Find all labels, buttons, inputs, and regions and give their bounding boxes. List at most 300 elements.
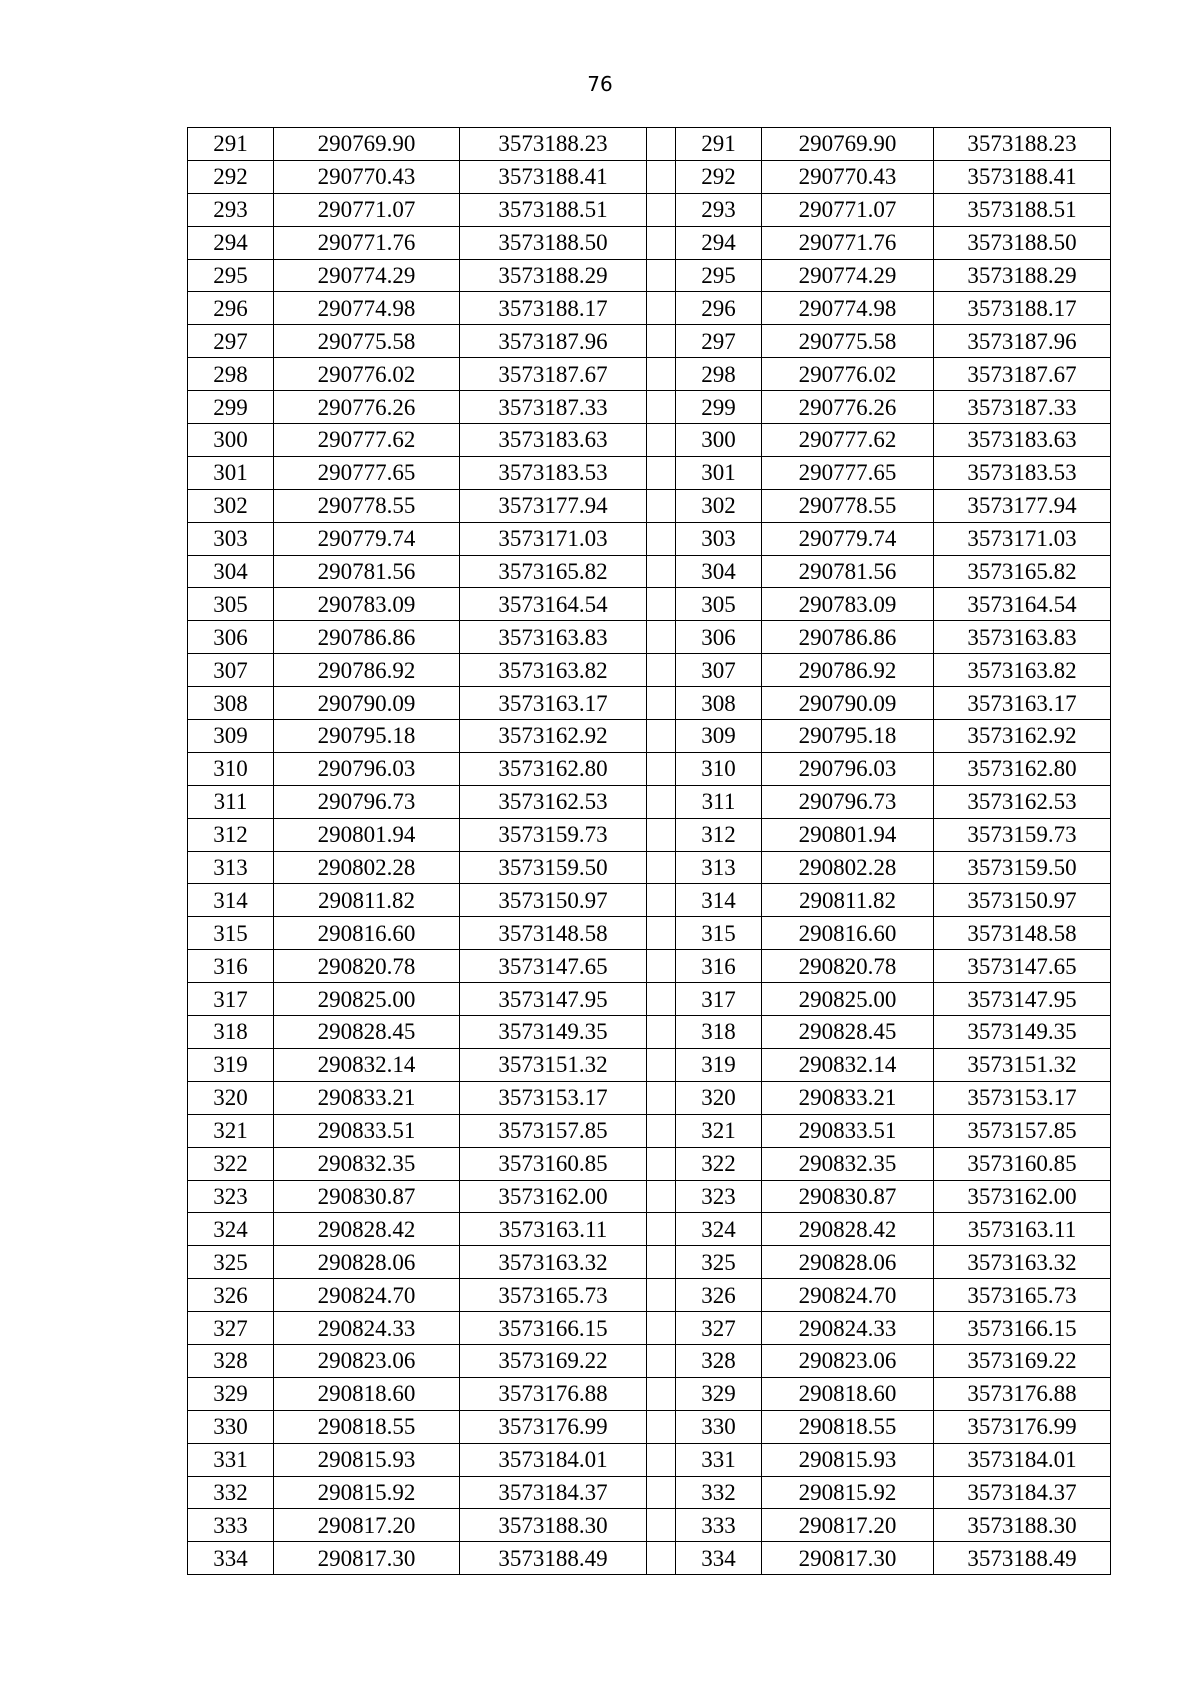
y-coordinate-left: 3573162.92 bbox=[460, 720, 647, 753]
x-coordinate-right: 290816.60 bbox=[762, 917, 934, 950]
x-coordinate-left: 290778.55 bbox=[274, 489, 460, 522]
point-number-left: 291 bbox=[188, 128, 274, 161]
y-coordinate-left: 3573188.41 bbox=[460, 160, 647, 193]
table-row bbox=[188, 1180, 1111, 1213]
y-coordinate-right: 3573165.73 bbox=[934, 1279, 1111, 1312]
point-number-right: 299 bbox=[676, 391, 762, 424]
y-coordinate-left: 3573177.94 bbox=[460, 489, 647, 522]
point-number-left: 321 bbox=[188, 1114, 274, 1147]
spacer-cell bbox=[647, 950, 676, 983]
point-number-right: 310 bbox=[676, 752, 762, 785]
point-number-left: 316 bbox=[188, 950, 274, 983]
point-number-left: 319 bbox=[188, 1048, 274, 1081]
y-coordinate-right: 3573188.49 bbox=[934, 1542, 1111, 1575]
point-number-left: 314 bbox=[188, 884, 274, 917]
x-coordinate-right: 290777.65 bbox=[762, 456, 934, 489]
x-coordinate-left: 290815.92 bbox=[274, 1476, 460, 1509]
point-number-left: 324 bbox=[188, 1213, 274, 1246]
y-coordinate-right: 3573150.97 bbox=[934, 884, 1111, 917]
x-coordinate-left: 290833.51 bbox=[274, 1114, 460, 1147]
table-row bbox=[188, 1509, 1111, 1542]
y-coordinate-right: 3573164.54 bbox=[934, 588, 1111, 621]
table-row bbox=[188, 720, 1111, 753]
x-coordinate-left: 290771.76 bbox=[274, 226, 460, 259]
point-number-left: 317 bbox=[188, 983, 274, 1016]
spacer-cell bbox=[647, 424, 676, 457]
y-coordinate-right: 3573165.82 bbox=[934, 555, 1111, 588]
point-number-left: 328 bbox=[188, 1344, 274, 1377]
x-coordinate-left: 290824.70 bbox=[274, 1279, 460, 1312]
x-coordinate-left: 290786.92 bbox=[274, 654, 460, 687]
table-row bbox=[188, 226, 1111, 259]
x-coordinate-right: 290771.07 bbox=[762, 193, 934, 226]
table-row bbox=[188, 752, 1111, 785]
spacer-cell bbox=[647, 160, 676, 193]
spacer-cell bbox=[647, 752, 676, 785]
point-number-right: 304 bbox=[676, 555, 762, 588]
y-coordinate-left: 3573148.58 bbox=[460, 917, 647, 950]
table-row bbox=[188, 193, 1111, 226]
spacer-cell bbox=[647, 259, 676, 292]
x-coordinate-right: 290769.90 bbox=[762, 128, 934, 161]
y-coordinate-right: 3573159.50 bbox=[934, 851, 1111, 884]
x-coordinate-left: 290802.28 bbox=[274, 851, 460, 884]
page-number: 76 bbox=[587, 72, 613, 96]
spacer-cell bbox=[647, 456, 676, 489]
y-coordinate-left: 3573160.85 bbox=[460, 1147, 647, 1180]
spacer-cell bbox=[647, 1213, 676, 1246]
x-coordinate-left: 290801.94 bbox=[274, 818, 460, 851]
x-coordinate-left: 290779.74 bbox=[274, 522, 460, 555]
x-coordinate-right: 290833.21 bbox=[762, 1081, 934, 1114]
coordinates-table-body bbox=[188, 128, 1111, 1575]
spacer-cell bbox=[647, 917, 676, 950]
x-coordinate-right: 290796.03 bbox=[762, 752, 934, 785]
y-coordinate-right: 3573188.29 bbox=[934, 259, 1111, 292]
y-coordinate-right: 3573187.96 bbox=[934, 325, 1111, 358]
point-number-right: 297 bbox=[676, 325, 762, 358]
y-coordinate-right: 3573162.92 bbox=[934, 720, 1111, 753]
point-number-left: 301 bbox=[188, 456, 274, 489]
x-coordinate-right: 290828.45 bbox=[762, 1016, 934, 1049]
point-number-right: 331 bbox=[676, 1443, 762, 1476]
point-number-left: 308 bbox=[188, 687, 274, 720]
y-coordinate-left: 3573184.01 bbox=[460, 1443, 647, 1476]
point-number-right: 300 bbox=[676, 424, 762, 457]
spacer-cell bbox=[647, 818, 676, 851]
point-number-right: 318 bbox=[676, 1016, 762, 1049]
y-coordinate-left: 3573188.23 bbox=[460, 128, 647, 161]
point-number-right: 303 bbox=[676, 522, 762, 555]
y-coordinate-right: 3573176.99 bbox=[934, 1410, 1111, 1443]
y-coordinate-right: 3573163.32 bbox=[934, 1246, 1111, 1279]
y-coordinate-left: 3573150.97 bbox=[460, 884, 647, 917]
point-number-right: 332 bbox=[676, 1476, 762, 1509]
x-coordinate-right: 290770.43 bbox=[762, 160, 934, 193]
table-row bbox=[188, 1476, 1111, 1509]
point-number-right: 328 bbox=[676, 1344, 762, 1377]
y-coordinate-left: 3573147.95 bbox=[460, 983, 647, 1016]
spacer-cell bbox=[647, 1114, 676, 1147]
point-number-left: 329 bbox=[188, 1377, 274, 1410]
point-number-left: 312 bbox=[188, 818, 274, 851]
point-number-right: 334 bbox=[676, 1542, 762, 1575]
point-number-left: 305 bbox=[188, 588, 274, 621]
spacer-cell bbox=[647, 851, 676, 884]
y-coordinate-right: 3573163.82 bbox=[934, 654, 1111, 687]
x-coordinate-right: 290832.14 bbox=[762, 1048, 934, 1081]
table-row bbox=[188, 884, 1111, 917]
y-coordinate-left: 3573159.50 bbox=[460, 851, 647, 884]
spacer-cell bbox=[647, 555, 676, 588]
y-coordinate-right: 3573163.83 bbox=[934, 621, 1111, 654]
table-row bbox=[188, 489, 1111, 522]
x-coordinate-left: 290774.98 bbox=[274, 292, 460, 325]
x-coordinate-right: 290781.56 bbox=[762, 555, 934, 588]
x-coordinate-left: 290776.26 bbox=[274, 391, 460, 424]
point-number-left: 322 bbox=[188, 1147, 274, 1180]
y-coordinate-right: 3573176.88 bbox=[934, 1377, 1111, 1410]
spacer-cell bbox=[647, 1344, 676, 1377]
y-coordinate-right: 3573188.41 bbox=[934, 160, 1111, 193]
point-number-right: 312 bbox=[676, 818, 762, 851]
point-number-right: 311 bbox=[676, 785, 762, 818]
point-number-left: 306 bbox=[188, 621, 274, 654]
y-coordinate-right: 3573162.80 bbox=[934, 752, 1111, 785]
y-coordinate-left: 3573183.63 bbox=[460, 424, 647, 457]
table-row bbox=[188, 1246, 1111, 1279]
x-coordinate-right: 290820.78 bbox=[762, 950, 934, 983]
table-row bbox=[188, 325, 1111, 358]
x-coordinate-left: 290828.45 bbox=[274, 1016, 460, 1049]
x-coordinate-left: 290820.78 bbox=[274, 950, 460, 983]
spacer-cell bbox=[647, 1509, 676, 1542]
table-row bbox=[188, 687, 1111, 720]
y-coordinate-left: 3573157.85 bbox=[460, 1114, 647, 1147]
point-number-right: 326 bbox=[676, 1279, 762, 1312]
x-coordinate-left: 290818.55 bbox=[274, 1410, 460, 1443]
x-coordinate-right: 290771.76 bbox=[762, 226, 934, 259]
point-number-left: 297 bbox=[188, 325, 274, 358]
y-coordinate-left: 3573169.22 bbox=[460, 1344, 647, 1377]
y-coordinate-right: 3573162.53 bbox=[934, 785, 1111, 818]
table-row bbox=[188, 1279, 1111, 1312]
y-coordinate-left: 3573159.73 bbox=[460, 818, 647, 851]
y-coordinate-left: 3573162.00 bbox=[460, 1180, 647, 1213]
table-row bbox=[188, 1213, 1111, 1246]
spacer-cell bbox=[647, 884, 676, 917]
spacer-cell bbox=[647, 1279, 676, 1312]
x-coordinate-right: 290777.62 bbox=[762, 424, 934, 457]
x-coordinate-left: 290815.93 bbox=[274, 1443, 460, 1476]
spacer-cell bbox=[647, 1048, 676, 1081]
y-coordinate-right: 3573188.51 bbox=[934, 193, 1111, 226]
spacer-cell bbox=[647, 1443, 676, 1476]
x-coordinate-right: 290776.26 bbox=[762, 391, 934, 424]
y-coordinate-right: 3573188.23 bbox=[934, 128, 1111, 161]
x-coordinate-left: 290818.60 bbox=[274, 1377, 460, 1410]
x-coordinate-left: 290786.86 bbox=[274, 621, 460, 654]
table-row bbox=[188, 1410, 1111, 1443]
point-number-right: 313 bbox=[676, 851, 762, 884]
y-coordinate-left: 3573188.29 bbox=[460, 259, 647, 292]
spacer-cell bbox=[647, 292, 676, 325]
y-coordinate-left: 3573184.37 bbox=[460, 1476, 647, 1509]
y-coordinate-left: 3573162.80 bbox=[460, 752, 647, 785]
table-row bbox=[188, 128, 1111, 161]
point-number-left: 334 bbox=[188, 1542, 274, 1575]
x-coordinate-right: 290786.92 bbox=[762, 654, 934, 687]
y-coordinate-left: 3573188.30 bbox=[460, 1509, 647, 1542]
spacer-cell bbox=[647, 654, 676, 687]
x-coordinate-left: 290777.65 bbox=[274, 456, 460, 489]
table-row bbox=[188, 259, 1111, 292]
point-number-right: 291 bbox=[676, 128, 762, 161]
table-row bbox=[188, 1081, 1111, 1114]
x-coordinate-right: 290802.28 bbox=[762, 851, 934, 884]
x-coordinate-right: 290833.51 bbox=[762, 1114, 934, 1147]
spacer-cell bbox=[647, 1312, 676, 1345]
point-number-left: 300 bbox=[188, 424, 274, 457]
x-coordinate-right: 290774.98 bbox=[762, 292, 934, 325]
y-coordinate-left: 3573188.51 bbox=[460, 193, 647, 226]
y-coordinate-left: 3573187.96 bbox=[460, 325, 647, 358]
x-coordinate-right: 290818.60 bbox=[762, 1377, 934, 1410]
x-coordinate-right: 290775.58 bbox=[762, 325, 934, 358]
x-coordinate-left: 290817.30 bbox=[274, 1542, 460, 1575]
table-row bbox=[188, 1344, 1111, 1377]
spacer-cell bbox=[647, 588, 676, 621]
y-coordinate-right: 3573153.17 bbox=[934, 1081, 1111, 1114]
y-coordinate-left: 3573166.15 bbox=[460, 1312, 647, 1345]
table-row bbox=[188, 1048, 1111, 1081]
point-number-left: 331 bbox=[188, 1443, 274, 1476]
x-coordinate-right: 290774.29 bbox=[762, 259, 934, 292]
x-coordinate-right: 290801.94 bbox=[762, 818, 934, 851]
x-coordinate-right: 290783.09 bbox=[762, 588, 934, 621]
point-number-left: 315 bbox=[188, 917, 274, 950]
y-coordinate-right: 3573160.85 bbox=[934, 1147, 1111, 1180]
x-coordinate-right: 290824.33 bbox=[762, 1312, 934, 1345]
point-number-left: 293 bbox=[188, 193, 274, 226]
y-coordinate-left: 3573163.82 bbox=[460, 654, 647, 687]
point-number-right: 316 bbox=[676, 950, 762, 983]
y-coordinate-right: 3573169.22 bbox=[934, 1344, 1111, 1377]
y-coordinate-left: 3573183.53 bbox=[460, 456, 647, 489]
point-number-left: 325 bbox=[188, 1246, 274, 1279]
y-coordinate-left: 3573171.03 bbox=[460, 522, 647, 555]
x-coordinate-right: 290815.92 bbox=[762, 1476, 934, 1509]
y-coordinate-left: 3573163.83 bbox=[460, 621, 647, 654]
point-number-right: 323 bbox=[676, 1180, 762, 1213]
x-coordinate-right: 290817.20 bbox=[762, 1509, 934, 1542]
x-coordinate-left: 290795.18 bbox=[274, 720, 460, 753]
x-coordinate-left: 290823.06 bbox=[274, 1344, 460, 1377]
x-coordinate-left: 290832.35 bbox=[274, 1147, 460, 1180]
point-number-left: 333 bbox=[188, 1509, 274, 1542]
y-coordinate-right: 3573163.11 bbox=[934, 1213, 1111, 1246]
x-coordinate-right: 290825.00 bbox=[762, 983, 934, 1016]
y-coordinate-left: 3573188.50 bbox=[460, 226, 647, 259]
x-coordinate-left: 290796.73 bbox=[274, 785, 460, 818]
x-coordinate-right: 290776.02 bbox=[762, 358, 934, 391]
point-number-left: 295 bbox=[188, 259, 274, 292]
point-number-left: 302 bbox=[188, 489, 274, 522]
point-number-right: 320 bbox=[676, 1081, 762, 1114]
spacer-cell bbox=[647, 1147, 676, 1180]
spacer-cell bbox=[647, 1246, 676, 1279]
x-coordinate-left: 290817.20 bbox=[274, 1509, 460, 1542]
table-row bbox=[188, 621, 1111, 654]
spacer-cell bbox=[647, 1542, 676, 1575]
y-coordinate-left: 3573164.54 bbox=[460, 588, 647, 621]
y-coordinate-right: 3573147.95 bbox=[934, 983, 1111, 1016]
point-number-left: 320 bbox=[188, 1081, 274, 1114]
table-row bbox=[188, 588, 1111, 621]
table-row bbox=[188, 1147, 1111, 1180]
point-number-right: 306 bbox=[676, 621, 762, 654]
y-coordinate-right: 3573162.00 bbox=[934, 1180, 1111, 1213]
y-coordinate-left: 3573165.82 bbox=[460, 555, 647, 588]
table-row bbox=[188, 160, 1111, 193]
x-coordinate-right: 290828.42 bbox=[762, 1213, 934, 1246]
x-coordinate-left: 290774.29 bbox=[274, 259, 460, 292]
y-coordinate-left: 3573187.67 bbox=[460, 358, 647, 391]
point-number-right: 293 bbox=[676, 193, 762, 226]
table-row bbox=[188, 818, 1111, 851]
table-row bbox=[188, 1377, 1111, 1410]
point-number-right: 330 bbox=[676, 1410, 762, 1443]
x-coordinate-left: 290790.09 bbox=[274, 687, 460, 720]
table-row bbox=[188, 1312, 1111, 1345]
point-number-right: 315 bbox=[676, 917, 762, 950]
point-number-left: 292 bbox=[188, 160, 274, 193]
point-number-left: 313 bbox=[188, 851, 274, 884]
x-coordinate-left: 290796.03 bbox=[274, 752, 460, 785]
y-coordinate-right: 3573187.67 bbox=[934, 358, 1111, 391]
x-coordinate-right: 290790.09 bbox=[762, 687, 934, 720]
point-number-right: 292 bbox=[676, 160, 762, 193]
point-number-left: 307 bbox=[188, 654, 274, 687]
point-number-right: 324 bbox=[676, 1213, 762, 1246]
table-row bbox=[188, 851, 1111, 884]
x-coordinate-right: 290778.55 bbox=[762, 489, 934, 522]
x-coordinate-right: 290817.30 bbox=[762, 1542, 934, 1575]
x-coordinate-right: 290786.86 bbox=[762, 621, 934, 654]
spacer-cell bbox=[647, 358, 676, 391]
table-row bbox=[188, 917, 1111, 950]
point-number-right: 317 bbox=[676, 983, 762, 1016]
table-row bbox=[188, 1542, 1111, 1575]
y-coordinate-right: 3573149.35 bbox=[934, 1016, 1111, 1049]
y-coordinate-right: 3573171.03 bbox=[934, 522, 1111, 555]
y-coordinate-left: 3573153.17 bbox=[460, 1081, 647, 1114]
x-coordinate-left: 290828.42 bbox=[274, 1213, 460, 1246]
point-number-left: 318 bbox=[188, 1016, 274, 1049]
spacer-cell bbox=[647, 1476, 676, 1509]
y-coordinate-right: 3573184.37 bbox=[934, 1476, 1111, 1509]
y-coordinate-left: 3573163.32 bbox=[460, 1246, 647, 1279]
y-coordinate-right: 3573177.94 bbox=[934, 489, 1111, 522]
point-number-left: 332 bbox=[188, 1476, 274, 1509]
spacer-cell bbox=[647, 983, 676, 1016]
x-coordinate-left: 290769.90 bbox=[274, 128, 460, 161]
point-number-right: 302 bbox=[676, 489, 762, 522]
spacer-cell bbox=[647, 720, 676, 753]
point-number-left: 299 bbox=[188, 391, 274, 424]
y-coordinate-right: 3573166.15 bbox=[934, 1312, 1111, 1345]
point-number-right: 305 bbox=[676, 588, 762, 621]
point-number-left: 298 bbox=[188, 358, 274, 391]
table-row bbox=[188, 1016, 1111, 1049]
coordinates-table bbox=[187, 127, 1111, 1575]
y-coordinate-right: 3573184.01 bbox=[934, 1443, 1111, 1476]
y-coordinate-right: 3573157.85 bbox=[934, 1114, 1111, 1147]
table-row bbox=[188, 950, 1111, 983]
y-coordinate-left: 3573176.88 bbox=[460, 1377, 647, 1410]
y-coordinate-left: 3573165.73 bbox=[460, 1279, 647, 1312]
point-number-right: 327 bbox=[676, 1312, 762, 1345]
y-coordinate-left: 3573151.32 bbox=[460, 1048, 647, 1081]
y-coordinate-right: 3573183.63 bbox=[934, 424, 1111, 457]
y-coordinate-left: 3573176.99 bbox=[460, 1410, 647, 1443]
spacer-cell bbox=[647, 1180, 676, 1213]
y-coordinate-right: 3573147.65 bbox=[934, 950, 1111, 983]
point-number-left: 309 bbox=[188, 720, 274, 753]
table-row bbox=[188, 424, 1111, 457]
x-coordinate-left: 290830.87 bbox=[274, 1180, 460, 1213]
point-number-right: 329 bbox=[676, 1377, 762, 1410]
table-row bbox=[188, 1443, 1111, 1476]
spacer-cell bbox=[647, 391, 676, 424]
x-coordinate-right: 290832.35 bbox=[762, 1147, 934, 1180]
x-coordinate-left: 290777.62 bbox=[274, 424, 460, 457]
spacer-cell bbox=[647, 1377, 676, 1410]
x-coordinate-right: 290796.73 bbox=[762, 785, 934, 818]
x-coordinate-left: 290770.43 bbox=[274, 160, 460, 193]
x-coordinate-right: 290795.18 bbox=[762, 720, 934, 753]
x-coordinate-left: 290775.58 bbox=[274, 325, 460, 358]
point-number-left: 330 bbox=[188, 1410, 274, 1443]
spacer-cell bbox=[647, 489, 676, 522]
point-number-left: 326 bbox=[188, 1279, 274, 1312]
x-coordinate-left: 290832.14 bbox=[274, 1048, 460, 1081]
x-coordinate-right: 290815.93 bbox=[762, 1443, 934, 1476]
point-number-right: 321 bbox=[676, 1114, 762, 1147]
y-coordinate-left: 3573147.65 bbox=[460, 950, 647, 983]
x-coordinate-right: 290828.06 bbox=[762, 1246, 934, 1279]
x-coordinate-left: 290776.02 bbox=[274, 358, 460, 391]
x-coordinate-right: 290830.87 bbox=[762, 1180, 934, 1213]
point-number-right: 325 bbox=[676, 1246, 762, 1279]
spacer-cell bbox=[647, 193, 676, 226]
point-number-right: 308 bbox=[676, 687, 762, 720]
y-coordinate-left: 3573163.11 bbox=[460, 1213, 647, 1246]
y-coordinate-left: 3573162.53 bbox=[460, 785, 647, 818]
point-number-right: 322 bbox=[676, 1147, 762, 1180]
point-number-right: 295 bbox=[676, 259, 762, 292]
x-coordinate-left: 290824.33 bbox=[274, 1312, 460, 1345]
y-coordinate-right: 3573188.50 bbox=[934, 226, 1111, 259]
spacer-cell bbox=[647, 1016, 676, 1049]
point-number-right: 309 bbox=[676, 720, 762, 753]
point-number-left: 311 bbox=[188, 785, 274, 818]
spacer-cell bbox=[647, 687, 676, 720]
x-coordinate-right: 290779.74 bbox=[762, 522, 934, 555]
point-number-right: 294 bbox=[676, 226, 762, 259]
x-coordinate-left: 290771.07 bbox=[274, 193, 460, 226]
point-number-right: 296 bbox=[676, 292, 762, 325]
